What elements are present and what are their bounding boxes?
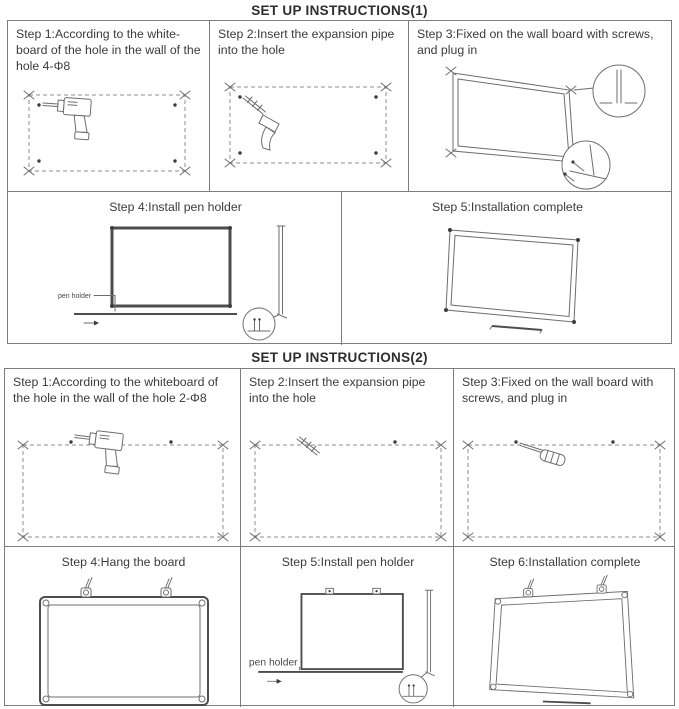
drill-hole-dots	[238, 95, 377, 154]
expansion-pipe-diagram	[245, 411, 450, 543]
hook-icon	[524, 579, 534, 597]
diagram-fix-screws	[409, 60, 671, 191]
complete-board-diagram	[462, 573, 666, 707]
callout-line	[574, 88, 594, 90]
section1-row2	[8, 191, 671, 345]
diagram-drill-2-holes	[5, 408, 240, 546]
panel-s1-step5	[342, 192, 671, 345]
fix-screws-diagram	[413, 61, 668, 191]
panel-s2-step5	[241, 547, 454, 707]
diagram-install-pen-holder	[8, 217, 341, 345]
step-label: Step 5:Installation complete	[431, 200, 584, 214]
hook-icon	[597, 575, 607, 593]
hook-icon	[81, 577, 92, 597]
step-label: Step 2:Insert the expansion pipe into the hole	[218, 27, 395, 58]
hammer-tool-icon	[259, 115, 279, 150]
corner-cross-marks	[225, 83, 391, 167]
step-label: Step 1:According to the whiteboard of the hole in the wall of the hole 2-Φ8	[13, 375, 219, 406]
drill-holes-diagram	[15, 83, 202, 185]
diagram-expansion-pipe-2	[241, 408, 453, 546]
section2-row1	[5, 369, 674, 546]
magnifier-detail-circle	[399, 674, 427, 702]
step-label: Step 3:Fixed on the wall board with screws, and plug in	[417, 27, 654, 58]
board-perspective	[490, 591, 634, 697]
dashed-board-outline	[230, 87, 386, 163]
diagram-complete-1	[342, 217, 671, 345]
corner-cross-marks	[18, 441, 228, 541]
complete-board-diagram	[346, 220, 668, 342]
wall-stick-icon	[425, 590, 434, 675]
board-perspective	[446, 230, 578, 322]
hook-icon	[326, 588, 334, 594]
drill-icon	[41, 96, 92, 140]
dashed-board-outline	[255, 445, 441, 537]
panel-s1-step1	[8, 21, 210, 191]
section2-row2	[5, 546, 674, 707]
diagram-install-pen-holder-2	[241, 572, 453, 707]
step-label: Step 5:Install pen holder	[281, 555, 415, 569]
magnifier-detail-circle	[243, 308, 275, 340]
expansion-pin-icon	[297, 437, 320, 455]
step-label: Step 2:Insert the expansion pipe into the hole	[249, 375, 426, 406]
arrow-icon	[268, 678, 282, 683]
board-front	[112, 228, 230, 306]
diagram-complete-2	[454, 572, 674, 707]
wall-stick-icon	[277, 226, 287, 318]
hook-icon	[373, 588, 381, 594]
panel-s2-step2	[241, 369, 454, 546]
diagram-expansion-pipe	[210, 60, 408, 191]
pen-holder-diagram	[247, 575, 447, 705]
magnifier-detail-circle	[593, 65, 645, 117]
hook-icon	[161, 577, 172, 597]
diagram-fix-screws-2	[454, 408, 674, 546]
diagram-drill-4-holes	[8, 77, 209, 191]
dashed-board-outline	[23, 445, 223, 537]
section1-table	[7, 20, 672, 344]
screwdriver-icon	[518, 443, 567, 467]
expansion-pipe-diagram	[216, 75, 403, 177]
pen-holder-label: pen holder	[57, 293, 91, 301]
panel-s1-step3	[409, 21, 671, 191]
pen-tray	[543, 701, 591, 703]
pen-tray	[490, 326, 542, 333]
step-label: Step 6:Installation complete	[489, 555, 641, 569]
diagram-hang-board	[5, 572, 240, 707]
panel-s1-step4	[8, 192, 342, 345]
step-label: Step 4:Install pen holder	[109, 200, 242, 214]
section2-title: SET UP INSTRUCTIONS(2)	[251, 350, 428, 365]
corner-cross-marks	[250, 441, 446, 541]
magnifier-detail-circle	[562, 141, 610, 189]
drill-hole-dots	[514, 441, 614, 444]
step-label: Step 1:According to the white-board of the hole in the wall of the hole 4-Φ8	[16, 27, 201, 74]
step-label: Step 3:Fixed on the wall board with screws, and plug in	[462, 375, 654, 406]
arrow-icon	[84, 321, 99, 326]
drill-hole-dot	[393, 441, 396, 444]
expansion-pin-icon	[243, 96, 266, 114]
section1-row1	[8, 21, 671, 191]
drill-icon	[70, 428, 123, 474]
hang-board-diagram	[10, 573, 235, 707]
panel-s2-step1	[5, 369, 241, 546]
section2-table	[4, 368, 675, 706]
section1-title: SET UP INSTRUCTIONS(1)	[251, 3, 428, 18]
drill-hole-dots	[37, 103, 176, 162]
board-front	[301, 594, 402, 669]
board-front	[40, 597, 208, 705]
board-perspective	[453, 73, 574, 162]
step-label: Step 4:Hang the board	[61, 555, 186, 569]
panel-s2-step6	[454, 547, 674, 707]
drill-holes-diagram	[9, 411, 237, 543]
panel-s2-step4	[5, 547, 241, 707]
pen-holder-diagram	[14, 220, 336, 342]
panel-s1-step2	[210, 21, 409, 191]
panel-s2-step3	[454, 369, 674, 546]
screwdriver-diagram	[458, 411, 670, 543]
pen-holder-label: pen holder	[248, 656, 298, 668]
